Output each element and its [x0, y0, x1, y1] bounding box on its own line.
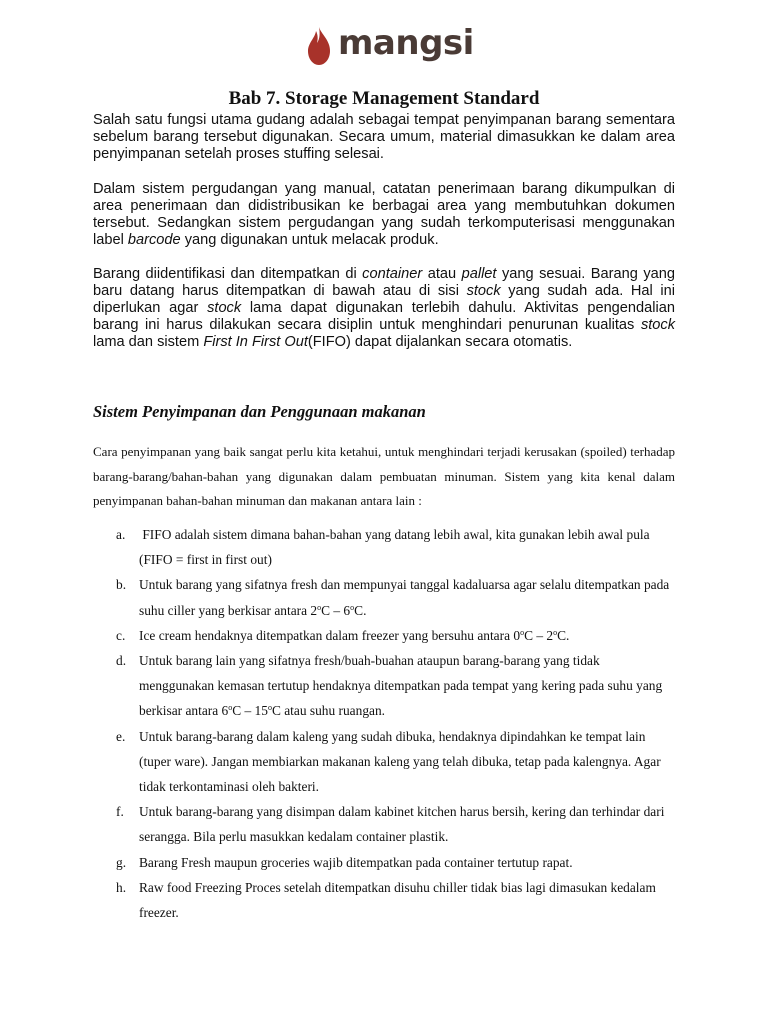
list-marker: c.	[116, 627, 126, 643]
list-item	[93, 799, 675, 849]
list-item-text: Untuk barang-barang dalam kaleng yang sudah dibuka, hendaknya dipindahkan ke tempat lain (tuper ware). Jangan membiarkan makanan kaleng yang telah dibuka, tetap pada kalengnya. Agar tidak terkontaminasi oleh bakteri.	[139, 728, 661, 795]
list-item	[93, 572, 675, 622]
brand-name: mangsi	[338, 23, 474, 63]
paragraph-3-text: (FIFO) dapat dijalankan secara otomatis.	[307, 334, 573, 350]
paragraph-2	[93, 181, 675, 249]
list-marker: d.	[116, 653, 127, 669]
paragraph-3-text: Barang diidentifikasi dan ditempatkan di	[93, 266, 363, 282]
text-segment: Untuk barang lain yang sifatnya fresh/buah-buahan ataupun barang-barang yang tidak menggunakan kemasan tertutup hendaknya ditempatkan pada tempat yang kering pada suhu yang berkisar antara 6	[139, 653, 663, 719]
list-marker: e.	[116, 728, 126, 744]
storage-rules-list	[93, 522, 675, 925]
paragraph-3-text: yang sesuai. Barang yang baru datang harus ditempatkan di bawah atau di sisi	[93, 266, 675, 299]
term-stock: stock	[207, 300, 242, 316]
term-stock: stock	[640, 317, 675, 333]
list-marker: b.	[116, 577, 127, 593]
list-item-text: Barang Fresh maupun groceries wajib ditempatkan pada container tertutup rapat.	[139, 854, 573, 870]
flame-icon	[306, 26, 332, 66]
term-container: container	[362, 266, 423, 282]
paragraph-2-text: Dalam sistem pergudangan yang manual, catatan penerimaan barang dikumpulkan di area penerimaan dan didistribusikan ke berbagai area yang membutuhkan dokumen tersebut. Sedangkan sistem pergudangan yang sudah terkomputerisasi menggunakan label	[93, 181, 675, 248]
list-item-text: Raw food Freezing Proces setelah ditempatkan disuhu chiller tidak bias lagi dimasukan kedalam freezer.	[139, 879, 656, 921]
intro-paragraph: Cara penyimpanan yang baik sangat perlu kita ketahui, untuk menghindari terjadi kerusakan (spoiled) terhadap barang-barang/bahan-bahan yang digunakan dalam pembuatan minuman. Sistem yang kita kenal dalam penyimpanan bahan-bahan minuman dan makanan antara lain :	[93, 444, 675, 508]
text-segment: Ice cream hendaknya ditempatkan dalam freezer yang bersuhu antara 0	[139, 627, 521, 643]
list-item	[93, 648, 675, 724]
term-stock: stock	[466, 283, 501, 299]
paragraph-3-text: lama dan sistem	[93, 334, 204, 350]
list-item	[93, 724, 675, 800]
degree-sup: o	[350, 602, 355, 612]
list-item	[93, 623, 675, 648]
paragraph-1: Salah satu fungsi utama gudang adalah sebagai tempat penyimpanan barang sementara sebelum barang tersebut digunakan. Secara umum, material dimasukkan ke dalam area penyimpanan setelah proses stuffing selesai.	[93, 112, 675, 162]
degree-sup: o	[520, 627, 525, 637]
list-item-text	[139, 572, 675, 622]
term-pallet: pallet	[461, 266, 497, 282]
list-item	[93, 875, 675, 925]
text-segment: C – 6	[321, 602, 351, 618]
text-segment: C.	[354, 602, 367, 618]
text-segment: C – 2	[524, 627, 554, 643]
barcode-term: barcode	[127, 232, 181, 248]
brand-logo	[306, 23, 474, 66]
text-segment: C – 15	[232, 703, 268, 719]
list-item-text	[139, 623, 675, 648]
list-item-text: FIFO adalah sistem dimana bahan-bahan yang datang lebih awal, kita gunakan lebih awal pula (FIFO = first in first out)	[139, 527, 653, 568]
text-segment: C atau suhu ruangan.	[271, 703, 386, 719]
list-marker: f.	[116, 804, 124, 820]
paragraph-3-text: yang sudah ada. Hal ini diperlukan agar	[93, 283, 675, 316]
paragraph-3-text: lama dapat digunakan terlebih dahulu. Aktivitas pengendalian barang ini harus dilakukan secara disiplin untuk menghindari penurunan kualitas	[93, 300, 675, 333]
list-marker: h.	[116, 879, 127, 895]
section-subheading: Sistem Penyimpanan dan Penggunaan makanan	[93, 402, 426, 421]
list-marker: a.	[116, 527, 126, 542]
term-fifo: First In First Out	[203, 334, 308, 350]
degree-sup: o	[228, 703, 233, 713]
list-item	[93, 522, 675, 572]
page-title: Bab 7. Storage Management Standard	[228, 88, 540, 109]
list-item-text: Untuk barang-barang yang disimpan dalam kabinet kitchen harus bersih, kering dan terhindar dari serangga. Bila perlu masukkan kedalam container plastik.	[139, 804, 665, 845]
degree-sup: o	[553, 627, 558, 637]
list-marker: g.	[116, 854, 127, 870]
degree-sup: o	[317, 602, 322, 612]
degree-sup: o	[267, 703, 272, 713]
paragraph-3-text: atau	[422, 266, 462, 282]
text-segment: Untuk barang yang sifatnya fresh dan mempunyai tanggal kadaluarsa agar selalu ditempatkan pada suhu ciller yang berkisar antara 2	[139, 577, 670, 618]
paragraph-3	[93, 266, 675, 351]
list-item	[93, 850, 675, 875]
list-item-text	[139, 648, 675, 724]
paragraph-2-text-end: yang digunakan untuk melacak produk.	[180, 232, 439, 248]
text-segment: C.	[557, 627, 570, 643]
